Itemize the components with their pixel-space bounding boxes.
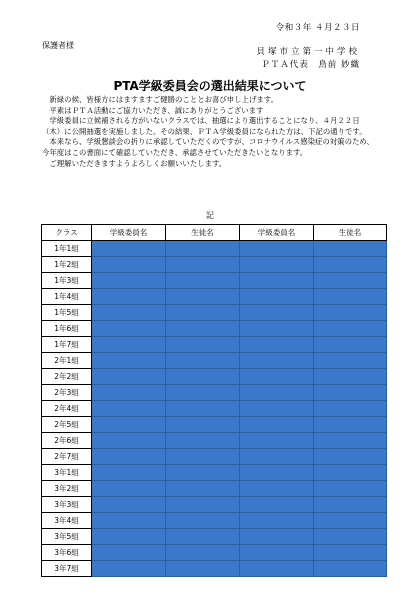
redacted-name-cell [240, 465, 314, 481]
redacted-name-cell [314, 497, 387, 513]
recipient: 保護者様 [42, 41, 74, 50]
redacted-name-cell [240, 353, 314, 369]
redacted-name-cell [240, 241, 314, 257]
redacted-name-cell [314, 369, 387, 385]
redacted-name-cell [240, 449, 314, 465]
redacted-name-cell [314, 305, 387, 321]
redacted-name-cell [240, 417, 314, 433]
redacted-name-cell [166, 273, 240, 289]
redacted-name-cell [166, 241, 240, 257]
redacted-name-cell [166, 513, 240, 529]
redacted-name-cell [314, 337, 387, 353]
redacted-name-cell [166, 257, 240, 273]
redacted-name-cell [92, 257, 166, 273]
redacted-name-cell [166, 545, 240, 561]
class-cell: 2年7組 [42, 449, 92, 465]
redacted-name-cell [314, 241, 387, 257]
redacted-name-cell [166, 289, 240, 305]
redacted-name-cell [240, 481, 314, 497]
redacted-name-cell [92, 545, 166, 561]
header-committee-name: 学級委員名 [240, 225, 314, 241]
class-cell: 1年3組 [42, 273, 92, 289]
redacted-name-cell [314, 481, 387, 497]
table-row [42, 337, 387, 353]
redacted-name-cell [314, 353, 387, 369]
redacted-name-cell [240, 433, 314, 449]
redacted-name-cell [314, 321, 387, 337]
redacted-name-cell [166, 305, 240, 321]
redacted-name-cell [166, 481, 240, 497]
table-row [42, 513, 387, 529]
table-row [42, 401, 387, 417]
table-row [42, 449, 387, 465]
class-cell: 2年1組 [42, 353, 92, 369]
redacted-name-cell [314, 385, 387, 401]
ki-marker: 記 [206, 211, 214, 220]
redacted-name-cell [92, 529, 166, 545]
redacted-name-cell [92, 289, 166, 305]
redacted-name-cell [166, 321, 240, 337]
class-cell: 3年4組 [42, 513, 92, 529]
redacted-name-cell [166, 433, 240, 449]
pta-representative: ＰＴＡ代表 鳥前 妙織 [261, 60, 360, 70]
header-student-name: 生徒名 [314, 225, 387, 241]
class-cell: 2年4組 [42, 401, 92, 417]
redacted-name-cell [92, 337, 166, 353]
redacted-name-cell [314, 433, 387, 449]
header-committee-name: 学級委員名 [92, 225, 166, 241]
redacted-name-cell [92, 497, 166, 513]
header-class: クラス [42, 225, 92, 241]
table-row [42, 529, 387, 545]
redacted-name-cell [240, 321, 314, 337]
redacted-name-cell [92, 513, 166, 529]
body-paragraph: 平素はＰＴＡ活動にご協力いただき、誠にありがとうございます [49, 105, 264, 115]
redacted-name-cell [240, 529, 314, 545]
redacted-name-cell [240, 305, 314, 321]
table-row [42, 385, 387, 401]
class-cell: 1年2組 [42, 257, 92, 273]
redacted-name-cell [92, 481, 166, 497]
header-student-name: 生徒名 [166, 225, 240, 241]
class-cell: 2年3組 [42, 385, 92, 401]
redacted-name-cell [92, 241, 166, 257]
letter-body [42, 95, 378, 169]
body-paragraph: 学級委員に立候補される方がいないクラスでは、抽選により選出することになり、４月２２日（木）に公開抽選を実施しました。その結果、ＰＴＡ学級委員になられた方は、下記の通りです。 [42, 116, 367, 136]
redacted-name-cell [314, 273, 387, 289]
redacted-name-cell [314, 289, 387, 305]
redacted-name-cell [166, 561, 240, 577]
class-cell: 3年2組 [42, 481, 92, 497]
class-cell: 2年6組 [42, 433, 92, 449]
table-row [42, 369, 387, 385]
table-row [42, 561, 387, 577]
class-cell: 1年6組 [42, 321, 92, 337]
table-row [42, 545, 387, 561]
redacted-name-cell [240, 289, 314, 305]
class-cell: 3年7組 [42, 561, 92, 577]
redacted-name-cell [240, 369, 314, 385]
redacted-name-cell [92, 561, 166, 577]
table-row [42, 417, 387, 433]
redacted-name-cell [314, 449, 387, 465]
redacted-name-cell [240, 497, 314, 513]
redacted-name-cell [166, 369, 240, 385]
table-row [42, 241, 387, 257]
redacted-name-cell [92, 449, 166, 465]
redacted-name-cell [314, 417, 387, 433]
redacted-name-cell [240, 257, 314, 273]
redacted-name-cell [92, 385, 166, 401]
table-row [42, 353, 387, 369]
table-row [42, 273, 387, 289]
redacted-name-cell [314, 257, 387, 273]
table-row [42, 257, 387, 273]
school-name: 貝塚市立第一中学校 [256, 47, 360, 57]
document-date: 令和３年 ４月２３日 [275, 23, 360, 33]
table-row [42, 497, 387, 513]
redacted-name-cell [240, 561, 314, 577]
redacted-name-cell [240, 513, 314, 529]
table-row [42, 305, 387, 321]
table-row [42, 289, 387, 305]
redacted-name-cell [240, 337, 314, 353]
class-cell: 3年6組 [42, 545, 92, 561]
class-cell: 1年4組 [42, 289, 92, 305]
redacted-name-cell [92, 417, 166, 433]
class-cell: 1年1組 [42, 241, 92, 257]
body-paragraph: ご理解いただきますようよろしくお願いいたします。 [49, 158, 227, 168]
redacted-name-cell [92, 369, 166, 385]
redacted-name-cell [314, 561, 387, 577]
redacted-name-cell [166, 353, 240, 369]
redacted-name-cell [166, 401, 240, 417]
redacted-name-cell [92, 305, 166, 321]
redacted-name-cell [240, 273, 314, 289]
table-row [42, 433, 387, 449]
body-paragraph: 新緑の候、皆様方にはますますご健勝のこととお喜び申し上げます。 [49, 95, 278, 104]
redacted-name-cell [92, 353, 166, 369]
redacted-name-cell [166, 449, 240, 465]
redacted-name-cell [92, 465, 166, 481]
redacted-name-cell [240, 401, 314, 417]
redacted-name-cell [314, 529, 387, 545]
class-cell: 2年2組 [42, 369, 92, 385]
redacted-name-cell [166, 417, 240, 433]
redacted-name-cell [166, 529, 240, 545]
redacted-name-cell [92, 273, 166, 289]
redacted-name-cell [166, 337, 240, 353]
class-roster-table [41, 224, 387, 577]
redacted-name-cell [314, 401, 387, 417]
redacted-name-cell [92, 433, 166, 449]
table-header-row [42, 225, 387, 241]
redacted-name-cell [314, 513, 387, 529]
redacted-name-cell [240, 545, 314, 561]
class-cell: 1年5組 [42, 305, 92, 321]
class-cell: 1年7組 [42, 337, 92, 353]
class-cell: 3年5組 [42, 529, 92, 545]
document-title: PTA学級委員会の選出結果について [113, 79, 307, 93]
redacted-name-cell [314, 545, 387, 561]
body-paragraph: 本来なら、学級懇談会の折りに承認していただくのですが、コロナウイルス感染症の対策のため、今年度はこの書面にて確認していただき、承認させていただきたいとなります。 [42, 137, 374, 157]
redacted-name-cell [314, 465, 387, 481]
redacted-name-cell [240, 385, 314, 401]
class-cell: 3年1組 [42, 465, 92, 481]
redacted-name-cell [92, 321, 166, 337]
class-cell: 2年5組 [42, 417, 92, 433]
table-row [42, 321, 387, 337]
redacted-name-cell [92, 401, 166, 417]
class-cell: 3年3組 [42, 497, 92, 513]
table-row [42, 465, 387, 481]
redacted-name-cell [166, 385, 240, 401]
redacted-name-cell [166, 497, 240, 513]
redacted-name-cell [166, 465, 240, 481]
table-row [42, 481, 387, 497]
